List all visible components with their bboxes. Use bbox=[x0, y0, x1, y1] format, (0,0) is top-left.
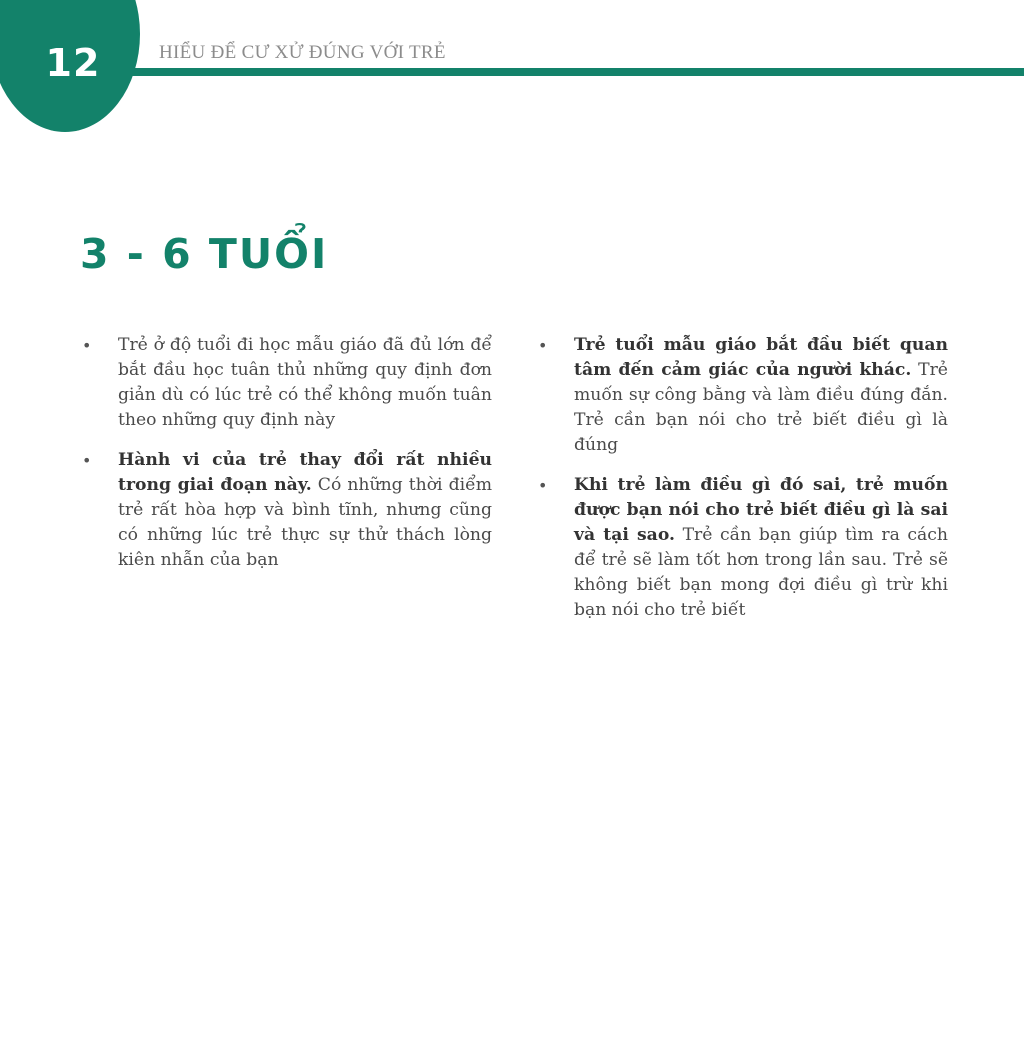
right-column-list bbox=[538, 333, 948, 638]
section-title: 3 - 6 TUỔI bbox=[80, 230, 329, 278]
list-item-text: Có những thời điểm trẻ rất hòa hợp và bình tĩnh, nhưng cũng có những lúc trẻ thực sự thử thách lòng kiên nhẫn của bạn bbox=[118, 475, 492, 570]
left-column-list bbox=[82, 333, 492, 588]
list-item bbox=[82, 448, 492, 573]
header-rule bbox=[120, 68, 1024, 76]
bullet-icon: • bbox=[82, 451, 92, 470]
page-number: 12 bbox=[45, 41, 101, 85]
list-item-text: Trẻ muốn sự công bằng và làm điều đúng đắn. Trẻ cần bạn nói cho trẻ biết điều gì là đúng bbox=[574, 360, 948, 455]
list-item-bold: Khi trẻ làm điều gì đó sai, trẻ muốn được bạn nói cho trẻ biết điều gì là sai và tại sao. bbox=[574, 475, 948, 545]
list-item bbox=[538, 333, 948, 458]
list-item bbox=[538, 473, 948, 623]
list-item-text: Trẻ ở độ tuổi đi học mẫu giáo đã đủ lớn để bắt đầu học tuân thủ những quy định đơn giản dù có lúc trẻ có thể không muốn tuân theo những quy định này bbox=[118, 335, 492, 430]
running-head: HIỂU ĐỂ CƯ XỬ ĐÚNG VỚI TRẺ bbox=[159, 42, 446, 63]
list-item-bold: Trẻ tuổi mẫu giáo bắt đầu biết quan tâm đến cảm giác của người khác. bbox=[574, 335, 948, 380]
bullet-icon: • bbox=[82, 336, 92, 355]
bullet-icon: • bbox=[538, 476, 548, 495]
list-item-bold: Hành vi của trẻ thay đổi rất nhiều trong giai đoạn này. bbox=[118, 450, 492, 495]
list-item bbox=[82, 333, 492, 433]
bullet-icon: • bbox=[538, 336, 548, 355]
list-item-text: Trẻ cần bạn giúp tìm ra cách để trẻ sẽ làm tốt hơn trong lần sau. Trẻ sẽ không biết bạn mong đợi điều gì trừ khi bạn nói cho trẻ biết bbox=[574, 525, 948, 620]
